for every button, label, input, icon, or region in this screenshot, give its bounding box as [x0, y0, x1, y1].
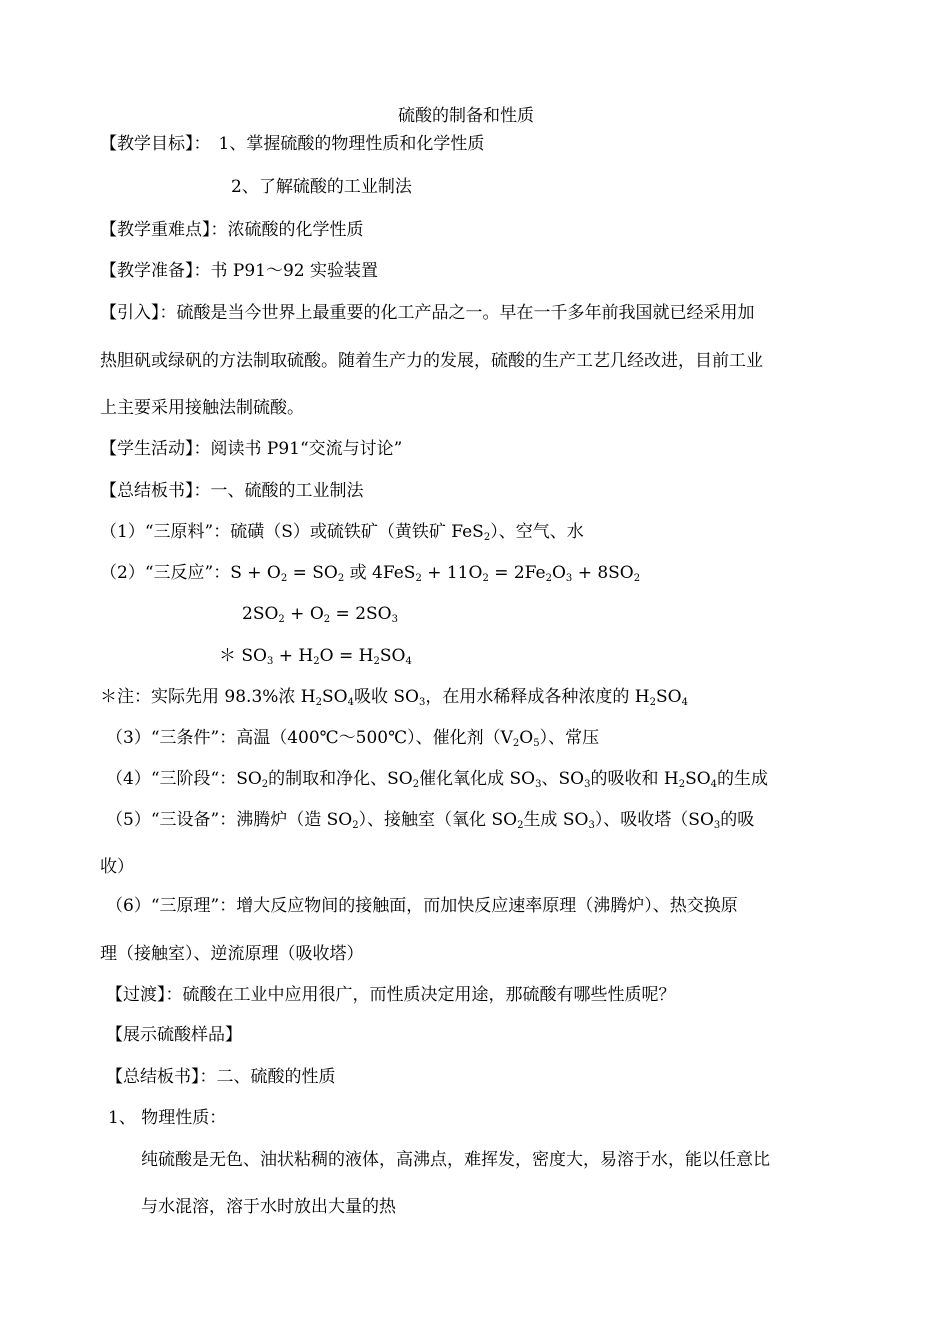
equip-text: ）、接触室（氧化 SO [358, 810, 518, 830]
stage-sub: 2 [678, 779, 686, 790]
rxn-text: = 2Fe [488, 563, 546, 583]
prep-line [100, 260, 378, 282]
equip-text: ）、吸收塔（SO [594, 810, 714, 830]
rxn3-text: ＊ SO [219, 646, 267, 666]
stage-text: 的制取和净化、SO [268, 769, 413, 789]
principle-line-1: （6）“三原理”：增大反应物间的接触面，而加快反应速率原理（沸腾炉）、热交换原 [106, 896, 738, 916]
intro-line-1 [100, 302, 755, 324]
summary-1-text: 一、硫酸的工业制法 [210, 481, 364, 501]
summary-1-line [100, 480, 364, 502]
reactions-line-2 [242, 603, 398, 625]
note-sub: 4 [681, 697, 688, 708]
activity-text: 阅读书 P91“交流与讨论” [210, 439, 403, 459]
intro-line-3: 上主要采用接触法制硫酸。 [100, 398, 304, 418]
rxn3-text: SO [379, 646, 406, 666]
summary-1-label: 【总结板书】： [100, 481, 211, 501]
stage-sub: 4 [710, 779, 718, 790]
prep-text: 书 P91～92 实验装置 [210, 261, 379, 281]
rxn-text: O [551, 563, 566, 583]
rxn-sub: 2 [633, 573, 641, 584]
summary-2-text: 二、硫酸的性质 [216, 1067, 336, 1087]
equip-sub: 3 [588, 820, 595, 831]
raw-sub: 2 [483, 532, 491, 543]
cond-sub: 2 [512, 738, 520, 749]
rxn2-text: = 2SO [330, 604, 392, 624]
note-sub: 4 [347, 697, 354, 708]
rxn-text: + 8SO [572, 563, 634, 583]
principle-line-2: 理（接触室）、逆流原理（吸收塔） [100, 944, 364, 964]
equip-text: 的吸 [720, 810, 755, 830]
rxn-sub: 2 [337, 573, 345, 584]
note-text: ，在用水稀释成各种浓度的 H [425, 687, 650, 707]
rxn-sub: 2 [280, 573, 288, 584]
stages-line [106, 768, 768, 790]
stage-sub: 3 [584, 779, 591, 790]
stage-sub: 2 [261, 779, 269, 790]
stage-text: （4）“三阶段“：SO [106, 769, 262, 789]
reactions-line-1 [100, 562, 640, 584]
stage-text: 、SO [541, 769, 585, 789]
objectives-line-2: 2、了解硫酸的工业制法 [231, 177, 412, 197]
conditions-line [106, 727, 599, 749]
note-sub: 3 [418, 697, 426, 708]
rxn3-text: + H [273, 646, 314, 666]
activity-label: 【学生活动】： [100, 439, 211, 459]
raw-text: （1）“三原料”：硫磺（S）或硫铁矿（黄铁矿 FeS [100, 522, 484, 542]
summary-2-line [106, 1066, 336, 1088]
rxn-sub: 2 [415, 573, 422, 584]
note-line [100, 686, 688, 708]
cond-text: （3）“三条件”：高温（400℃～500℃）、催化剂（V [106, 728, 513, 748]
objectives-label: 【教学目标】： [100, 134, 211, 154]
rxn2-sub: 2 [278, 614, 285, 625]
activity-line [100, 438, 402, 460]
note-text: SO [655, 687, 682, 707]
stage-sub: 2 [412, 779, 420, 790]
rxn2-text: + O [284, 604, 324, 624]
rxn3-text: O = H [319, 646, 374, 666]
equipment-line-1 [106, 809, 754, 831]
physical-line-1: 纯硫酸是无色、油状粘稠的液体，高沸点，难挥发，密度大，易溶于水，能以任意比 [141, 1150, 770, 1170]
equip-sub: 3 [713, 820, 721, 831]
prep-label: 【教学准备】： [100, 261, 211, 281]
stage-text: 催化氧化成 SO [419, 769, 536, 789]
rxn2-sub: 2 [323, 614, 331, 625]
stage-text: 的吸收和 H [590, 769, 679, 789]
transition-text: 硫酸在工业中应用很广，而性质决定用途，那硫酸有哪些性质呢？ [182, 985, 676, 1005]
note-text: SO [322, 687, 348, 707]
transition-label: 【过渡】： [106, 985, 183, 1005]
cond-text: ）、常压 [539, 728, 600, 748]
key-points-label: 【教学重难点】： [100, 220, 228, 240]
rxn3-sub: 2 [313, 656, 320, 667]
equip-text: （5）“三设备”：沸腾炉（造 SO [106, 810, 353, 830]
transition-line [106, 984, 676, 1006]
equip-sub: 2 [352, 820, 359, 831]
rxn-text: 或 4FeS [344, 563, 416, 583]
note-text: ＊注：实际先用 98.3%浓 H [100, 687, 316, 707]
key-points-line [100, 219, 364, 241]
cond-sub: 5 [533, 738, 540, 749]
equip-sub: 2 [517, 820, 524, 831]
intro-label: 【引入】： [100, 303, 177, 323]
physical-line-2: 与水混溶，溶于水时放出大量的热 [141, 1197, 396, 1217]
rxn2-sub: 3 [391, 614, 398, 625]
rxn3-sub: 3 [267, 656, 274, 667]
reactions-line-3 [219, 645, 412, 667]
rxn-text: + 11O [421, 563, 483, 583]
summary-2-label: 【总结板书】： [106, 1067, 217, 1087]
equipment-line-2: 收） [100, 857, 134, 877]
rxn2-text: 2SO [242, 604, 279, 624]
key-points-text: 浓硫酸的化学性质 [227, 220, 364, 240]
rxn-text: = SO [287, 563, 338, 583]
raw-text-end: ）、空气、水 [490, 522, 584, 542]
objectives-line-1 [100, 133, 484, 155]
show-sample-line: 【展示硫酸样品】 [106, 1025, 242, 1045]
rxn3-sub: 4 [405, 656, 412, 667]
cond-text: O [519, 728, 534, 748]
note-sub: 2 [315, 697, 323, 708]
rxn-sub: 2 [482, 573, 489, 584]
equip-text: 生成 SO [523, 810, 589, 830]
intro-line-2: 热胆矾或绿矾的方法制取硫酸。随着生产力的发展，硫酸的生产工艺几经改进，目前工业 [100, 351, 763, 371]
stage-text: SO [685, 769, 711, 789]
rxn3-sub: 2 [373, 656, 380, 667]
stage-text: 的生成 [717, 769, 769, 789]
note-text: 吸收 SO [353, 687, 419, 707]
document-title: 硫酸的制备和性质 [398, 106, 534, 126]
raw-materials-line [100, 521, 584, 543]
note-sub: 2 [649, 697, 656, 708]
physical-heading: 1、 物理性质： [108, 1108, 227, 1128]
objective-item-1: 1、掌握硫酸的物理性质和化学性质 [218, 134, 485, 154]
stage-sub: 3 [535, 779, 542, 790]
intro-text-1: 硫酸是当今世界上最重要的化工产品之一。早在一千多年前我国就已经采用加 [176, 303, 755, 323]
rxn-sub: 2 [545, 573, 552, 584]
rxn-prefix: （2）“三反应”：S + O [100, 563, 281, 583]
rxn-sub: 3 [565, 573, 573, 584]
